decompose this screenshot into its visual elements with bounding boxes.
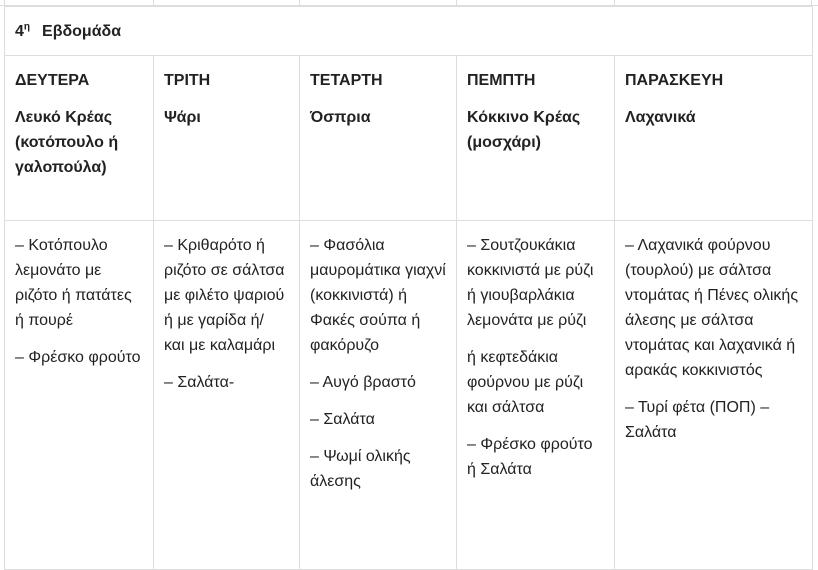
week-header (5, 7, 813, 56)
week-header-row (5, 7, 813, 56)
day-name: ΠΑΡΑΣΚΕΥΗ (625, 72, 724, 89)
meal-item: ή κεφτεδάκια φούρνου με ρύζι και σάλτσα (467, 349, 584, 416)
food-category: Λευκό Κρέας (κοτόπουλο ή γαλοπούλα) (15, 109, 119, 176)
food-category: Κόκκινο Κρέας (μοσχάρι) (467, 109, 581, 151)
meal-item: – Σαλάτα- (164, 374, 235, 391)
meal-item: – Λαχανικά φούρνου (τουρλού) με σάλτσα ντομάτας ή Πένες ολικής άλεσης με σάλτσα ντομάτας και λαχανικά ή αρακάς κοκκινιστός (625, 237, 799, 379)
day-header-cell (154, 56, 300, 221)
meal-cell-friday (615, 221, 813, 570)
day-name: ΤΡΙΤΗ (164, 72, 211, 89)
week-number-superscript: η (23, 21, 31, 33)
food-category: Όσπρια (310, 109, 371, 126)
meal-item: – Σαλάτα (310, 411, 375, 428)
food-category: Λαχανικά (625, 109, 696, 126)
week-title: Εβδομάδα (42, 22, 122, 40)
meal-cell-thursday (457, 221, 615, 570)
day-name: ΤΕΤΑΡΤΗ (310, 72, 383, 89)
food-category: Ψάρι (164, 109, 201, 126)
week-number: $4^\eta$ (15, 21, 31, 40)
day-name: ΔΕΥΤΕΡΑ (15, 72, 90, 89)
day-header-cell (457, 56, 615, 221)
meals-row (5, 221, 813, 570)
meal-item: – Φασόλια μαυρομάτικα γιαχνί (κοκκινιστά) ή Φακές σούπα ή φακόρυζο (310, 237, 446, 354)
meal-cell-wednesday (300, 221, 457, 570)
meal-item: – Ψωμί ολικής άλεσης (310, 448, 411, 490)
meal-item: – Κριθαρότο ή ριζότο σε σάλτσα με φιλέτο ψαριού ή με γαρίδα ή/ και με καλαμάρι (164, 237, 285, 354)
day-header-cell (5, 56, 154, 221)
day-header-cell (615, 56, 813, 221)
weekly-menu-table (4, 6, 813, 570)
meal-cell-tuesday (154, 221, 300, 570)
meal-item: – Τυρί φέτα (ΠΟΠ) – Σαλάτα (625, 399, 770, 441)
days-header-row (5, 56, 813, 221)
day-header-cell (300, 56, 457, 221)
meal-item: – Φρέσκο φρούτο ή Σαλάτα (467, 436, 593, 478)
meal-item: – Κοτόπουλο λεμονάτο με ριζότο ή πατάτες ή πουρέ (15, 237, 132, 329)
meal-cell-monday (5, 221, 154, 570)
meal-item: – Αυγό βραστό (310, 374, 416, 391)
meal-item: – Φρέσκο φρούτο (15, 349, 141, 366)
meal-item: – Σουτζουκάκια κοκκινιστά με ρύζι ή γιουβαρλάκια λεμονάτα με ρύζι (467, 237, 594, 329)
day-name: ΠΕΜΠΤΗ (467, 72, 536, 89)
